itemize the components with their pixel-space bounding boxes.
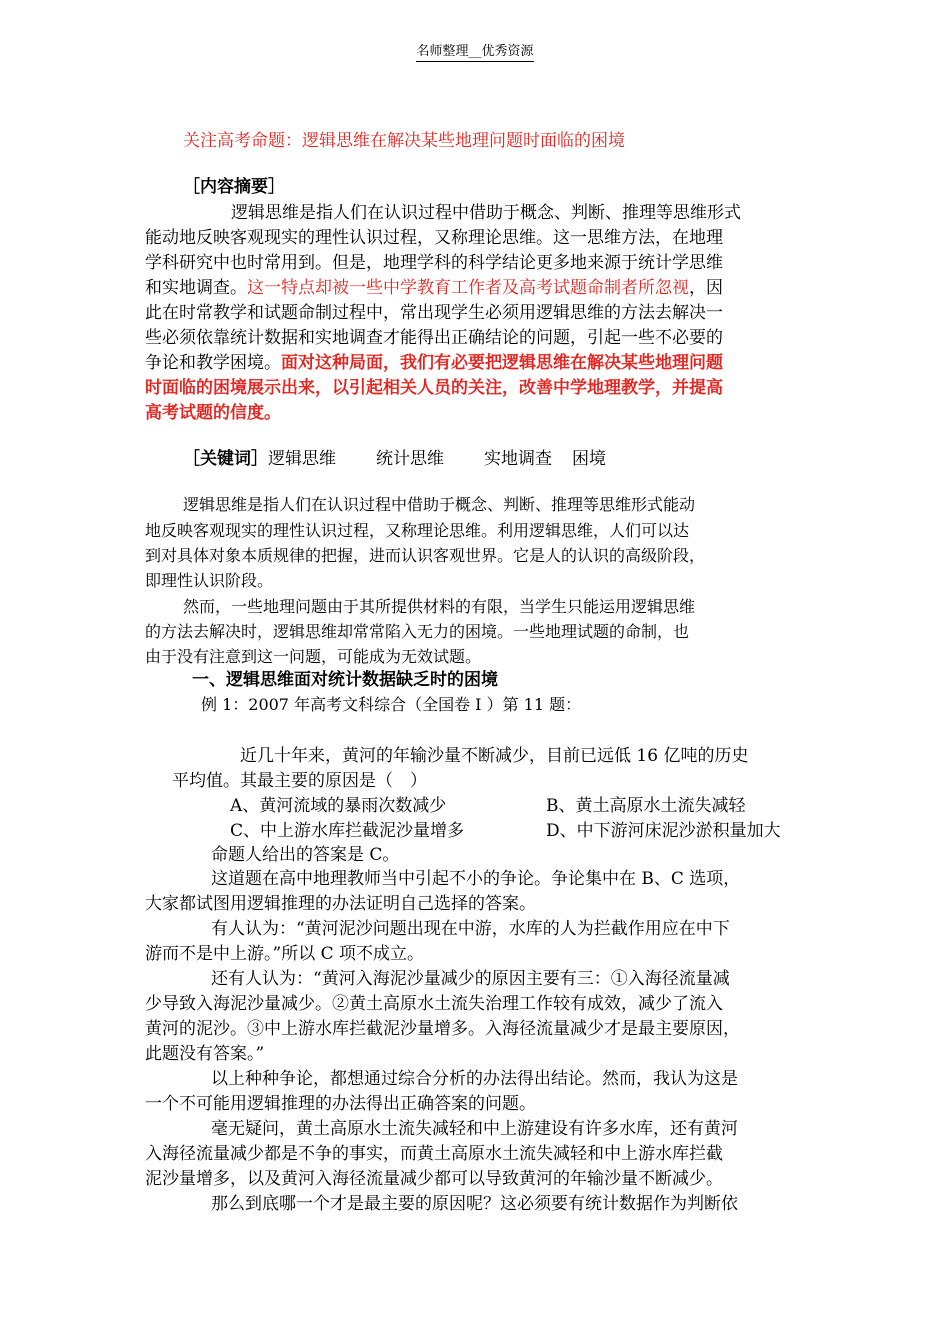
abstract-line: 此在时常教学和试题命制过程中，常出现学生必须用逻辑思维的方法去解决一: [145, 303, 723, 323]
body-line: 黄河的泥沙。③中上游水库拦截泥沙量增多。入海径流量减少才是最主要原因，: [145, 1019, 740, 1039]
abstract-line-part: ，因: [689, 278, 723, 298]
page-header-text: 名师整理__优秀资源: [416, 44, 533, 62]
abstract-line: 学科研究中也时常用到。但是，地理学科的科学结论更多地来源于统计学思维: [145, 253, 723, 273]
page-header: [0, 40, 950, 59]
keywords-label: ［关键词］: [183, 449, 268, 469]
keywords-row: [183, 444, 606, 469]
section-heading: 一、逻辑思维面对统计数据缺乏时的困境: [192, 670, 498, 690]
body-line: 那么到底哪一个才是最主要的原因呢？这必须要有统计数据作为判断依: [211, 1194, 738, 1214]
body-line: 此题没有答案。”: [145, 1044, 265, 1064]
intro-line: 逻辑思维是指人们在认识过程中借助于概念、判断、推理等思维形式能动: [183, 495, 696, 514]
option-a: A、黄河流域的暴雨次数减少: [230, 796, 447, 816]
answer-line: 命题人给出的答案是 C。: [211, 845, 400, 865]
abstract-line-part: 和实地调查。: [145, 278, 247, 298]
abstract-highlight: 时面临的困境展示出来，以引起相关人员的关注，改善中学地理教学，并提高: [145, 378, 723, 398]
intro-line: 然而，一些地理问题由于其所提供材料的有限，当学生只能运用逻辑思维: [183, 597, 696, 616]
option-b: B、黄土高原水土流失减轻: [546, 796, 746, 816]
keyword: 统计思维: [376, 449, 444, 469]
keyword: 实地调查: [484, 449, 552, 469]
body-line: 游而不是中上游。”所以 C 项不成立。: [145, 944, 425, 964]
abstract-highlight: 这一特点却被一些中学教育工作者及高考试题命制者所忽视: [247, 278, 689, 298]
body-line: 还有人认为：“黄河入海泥沙量减少的原因主要有三：①入海径流量减: [211, 969, 730, 989]
keyword: 逻辑思维: [268, 449, 336, 469]
abstract-line: [145, 273, 723, 298]
body-line: 有人认为：“黄河泥沙问题出现在中游，水库的人为拦截作用应在中下: [211, 919, 730, 939]
article-title: 关注高考命题：逻辑思维在解决某些地理问题时面临的困境: [183, 131, 625, 151]
abstract-line: [145, 348, 723, 373]
intro-line: 到对具体对象本质规律的把握，进而认识客观世界。它是人的认识的高级阶段，: [145, 546, 706, 565]
keyword: 困境: [572, 449, 606, 469]
abstract-line: 些必须依靠统计数据和实地调查才能得出正确结论的问题，引起一些不必要的: [145, 328, 723, 348]
body-line: 这道题在高中地理教师当中引起不小的争论。争论集中在 B、C 选项，: [211, 869, 741, 889]
abstract-line: 逻辑思维是指人们在认识过程中借助于概念、判断、推理等思维形式: [231, 203, 741, 223]
intro-line: 即理性认识阶段。: [145, 571, 274, 590]
body-line: 泥沙量增多，以及黄河入海径流量减少都可以导致黄河的年输沙量不断减少。: [145, 1169, 723, 1189]
body-line: 入海径流量减少都是不争的事实，而黄土高原水土流失减轻和中上游水库拦截: [145, 1144, 723, 1164]
option-c: C、中上游水库拦截泥沙量增多: [230, 821, 465, 841]
abstract-highlight: 高考试题的信度。: [145, 403, 281, 423]
intro-line: 由于没有注意到这一问题，可能成为无效试题。: [145, 647, 482, 666]
abstract-label: ［内容摘要］: [183, 177, 285, 197]
option-d: D、中下游河床泥沙淤积量加大: [546, 821, 781, 841]
abstract-line-part: 争论和教学困境。: [145, 353, 281, 373]
question-line: 平均值。其最主要的原因是（ ）: [172, 771, 427, 791]
body-line: 大家都试图用逻辑推理的办法证明自己选择的答案。: [145, 894, 536, 914]
abstract-line: 能动地反映客观现实的理性认识过程，又称理论思维。这一思维方法，在地理: [145, 228, 723, 248]
abstract-highlight: 面对这种局面，我们有必要把逻辑思维在解决某些地理问题: [281, 353, 723, 373]
example-label: 例 1：2007 年高考文科综合（全国卷 I ）第 11 题：: [201, 695, 582, 714]
body-line: 以上种种争论，都想通过综合分析的办法得出结论。然而，我认为这是: [211, 1069, 738, 1089]
question-line: 近几十年来，黄河的年输沙量不断减少，目前已远低 16 亿吨的历史: [240, 746, 749, 766]
intro-line: 地反映客观现实的理性认识过程，又称理论思维。利用逻辑思维，人们可以达: [145, 521, 690, 540]
body-line: 一个不可能用逻辑推理的办法得出正确答案的问题。: [145, 1094, 536, 1114]
body-line: 少导致入海泥沙量减少。②黄土高原水土流失治理工作较有成效，减少了流入: [145, 994, 723, 1014]
body-line: 毫无疑问，黄土高原水土流失减轻和中上游建设有许多水库，还有黄河: [211, 1119, 738, 1139]
intro-line: 的方法去解决时，逻辑思维却常常陷入无力的困境。一些地理试题的命制，也: [145, 622, 690, 641]
